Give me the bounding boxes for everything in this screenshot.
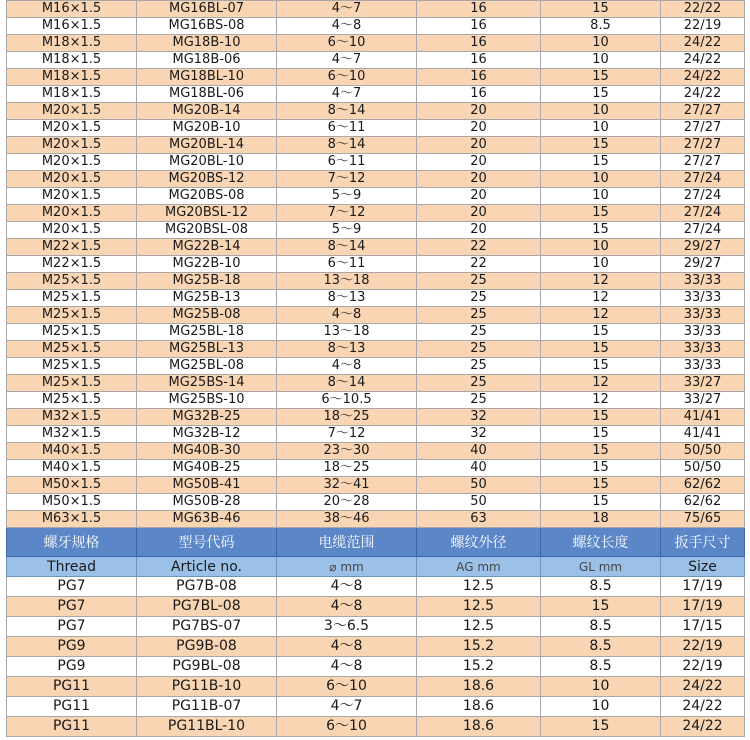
thread-length-cell: 15 — [541, 597, 661, 617]
table-row — [7, 324, 745, 341]
wrench-size-cell: 62/62 — [661, 477, 745, 494]
cable-range-cell: 38～46 — [277, 511, 417, 528]
cable-range-cell: 4～7 — [277, 1, 417, 18]
table-row — [7, 137, 745, 154]
wrench-size-cell: 24/22 — [661, 35, 745, 52]
cable-range-cell: 4～7 — [277, 86, 417, 103]
article-cell: MG25BL-08 — [137, 358, 277, 375]
thread-length-cell: 15 — [541, 409, 661, 426]
wrench-size-cell: 50/50 — [661, 443, 745, 460]
cable-range-cell: 4～7 — [277, 52, 417, 69]
thread-cell: M20×1.5 — [7, 154, 137, 171]
table-row — [7, 171, 745, 188]
cable-range-cell: 18～25 — [277, 460, 417, 477]
thread-length-cell: 15 — [541, 443, 661, 460]
thread-diameter-cell: 20 — [417, 154, 541, 171]
wrench-size-cell: 22/19 — [661, 18, 745, 35]
article-cell: PG11BL-10 — [137, 717, 277, 737]
cable-range-cell: 4～8 — [277, 637, 417, 657]
cable-range-cell: 6～10.5 — [277, 392, 417, 409]
pg-section-header — [7, 528, 745, 577]
thread-diameter-cell: 18.6 — [417, 677, 541, 697]
article-cell: MG20BL-14 — [137, 137, 277, 154]
cable-range-cell: 13～18 — [277, 324, 417, 341]
thread-diameter-cell: 16 — [417, 69, 541, 86]
thread-cell: M20×1.5 — [7, 205, 137, 222]
cable-range-cell: 13～18 — [277, 273, 417, 290]
header-thread-diameter-en: AG mm — [417, 557, 541, 577]
table-row — [7, 477, 745, 494]
thread-cell: M50×1.5 — [7, 477, 137, 494]
article-cell: MG25BL-18 — [137, 324, 277, 341]
thread-diameter-cell: 16 — [417, 52, 541, 69]
article-cell: MG18BL-10 — [137, 69, 277, 86]
thread-length-cell: 12 — [541, 307, 661, 324]
article-cell: PG9B-08 — [137, 637, 277, 657]
header-thread-en: Thread — [7, 557, 137, 577]
article-cell: MG25B-08 — [137, 307, 277, 324]
thread-length-cell: 10 — [541, 256, 661, 273]
table-row — [7, 577, 745, 597]
wrench-size-cell: 24/22 — [661, 86, 745, 103]
thread-diameter-cell: 20 — [417, 103, 541, 120]
header-thread-diameter-cn: 螺纹外径 — [417, 528, 541, 557]
cable-range-cell: 8～14 — [277, 239, 417, 256]
thread-length-cell: 10 — [541, 103, 661, 120]
thread-diameter-cell: 25 — [417, 324, 541, 341]
thread-length-cell: 12 — [541, 392, 661, 409]
header-wrench-size-en: Size — [661, 557, 745, 577]
thread-length-cell: 12 — [541, 273, 661, 290]
thread-length-cell: 15 — [541, 69, 661, 86]
wrench-size-cell: 17/19 — [661, 577, 745, 597]
thread-length-cell: 15 — [541, 205, 661, 222]
cable-range-cell: 18～25 — [277, 409, 417, 426]
article-cell: PG7B-08 — [137, 577, 277, 597]
thread-cell: M18×1.5 — [7, 69, 137, 86]
table-row — [7, 677, 745, 697]
cable-range-cell: 6～11 — [277, 154, 417, 171]
cable-range-cell: 8～14 — [277, 137, 417, 154]
wrench-size-cell: 50/50 — [661, 460, 745, 477]
thread-cell: PG7 — [7, 617, 137, 637]
article-cell: PG9BL-08 — [137, 657, 277, 677]
thread-cell: PG9 — [7, 637, 137, 657]
table-row — [7, 697, 745, 717]
cable-range-cell: 5～9 — [277, 222, 417, 239]
wrench-size-cell: 29/27 — [661, 239, 745, 256]
table-row — [7, 341, 745, 358]
thread-diameter-cell: 22 — [417, 256, 541, 273]
thread-length-cell: 8.5 — [541, 637, 661, 657]
thread-length-cell: 8.5 — [541, 617, 661, 637]
table-row — [7, 307, 745, 324]
thread-cell: M25×1.5 — [7, 392, 137, 409]
thread-cell: PG7 — [7, 577, 137, 597]
table-row — [7, 375, 745, 392]
cable-range-cell: 32～41 — [277, 477, 417, 494]
article-cell: MG20B-10 — [137, 120, 277, 137]
cable-range-cell: 20～28 — [277, 494, 417, 511]
thread-diameter-cell: 25 — [417, 375, 541, 392]
wrench-size-cell: 27/27 — [661, 120, 745, 137]
thread-diameter-cell: 25 — [417, 358, 541, 375]
thread-cell: M22×1.5 — [7, 239, 137, 256]
wrench-size-cell: 24/22 — [661, 717, 745, 737]
cable-range-cell: 4～8 — [277, 577, 417, 597]
thread-diameter-cell: 16 — [417, 86, 541, 103]
thread-cell: M18×1.5 — [7, 52, 137, 69]
thread-cell: M20×1.5 — [7, 188, 137, 205]
cable-gland-spec-table — [6, 0, 745, 737]
header-cable-range-en: ⌀ mm — [277, 557, 417, 577]
pg-thread-rows — [7, 577, 745, 737]
wrench-size-cell: 22/19 — [661, 637, 745, 657]
article-cell: MG40B-30 — [137, 443, 277, 460]
thread-diameter-cell: 32 — [417, 426, 541, 443]
wrench-size-cell: 22/19 — [661, 657, 745, 677]
wrench-size-cell: 27/24 — [661, 188, 745, 205]
article-cell: MG18BL-06 — [137, 86, 277, 103]
thread-cell: M22×1.5 — [7, 256, 137, 273]
thread-diameter-cell: 16 — [417, 1, 541, 18]
thread-cell: M40×1.5 — [7, 443, 137, 460]
thread-cell: M20×1.5 — [7, 120, 137, 137]
article-cell: MG50B-41 — [137, 477, 277, 494]
thread-cell: M25×1.5 — [7, 341, 137, 358]
cable-range-cell: 7～12 — [277, 171, 417, 188]
thread-length-cell: 10 — [541, 677, 661, 697]
article-cell: MG50B-28 — [137, 494, 277, 511]
table-row — [7, 597, 745, 617]
thread-diameter-cell: 22 — [417, 239, 541, 256]
thread-length-cell: 10 — [541, 188, 661, 205]
thread-length-cell: 18 — [541, 511, 661, 528]
cable-range-cell: 6～10 — [277, 677, 417, 697]
thread-diameter-cell: 18.6 — [417, 717, 541, 737]
table-row — [7, 120, 745, 137]
thread-length-cell: 15 — [541, 1, 661, 18]
table-row — [7, 617, 745, 637]
thread-length-cell: 12 — [541, 375, 661, 392]
table-row — [7, 657, 745, 677]
thread-length-cell: 10 — [541, 239, 661, 256]
thread-cell: M32×1.5 — [7, 409, 137, 426]
wrench-size-cell: 27/24 — [661, 205, 745, 222]
cable-range-cell: 3～6.5 — [277, 617, 417, 637]
table-row — [7, 511, 745, 528]
cable-range-cell: 8～14 — [277, 375, 417, 392]
wrench-size-cell: 27/24 — [661, 222, 745, 239]
article-cell: MG22B-14 — [137, 239, 277, 256]
thread-diameter-cell: 50 — [417, 477, 541, 494]
thread-diameter-cell: 18.6 — [417, 697, 541, 717]
thread-diameter-cell: 20 — [417, 205, 541, 222]
thread-cell: PG9 — [7, 657, 137, 677]
thread-length-cell: 15 — [541, 426, 661, 443]
article-cell: MG25BS-14 — [137, 375, 277, 392]
table-row — [7, 443, 745, 460]
thread-diameter-cell: 63 — [417, 511, 541, 528]
wrench-size-cell: 33/33 — [661, 307, 745, 324]
thread-length-cell: 10 — [541, 120, 661, 137]
wrench-size-cell: 27/24 — [661, 171, 745, 188]
thread-cell: M18×1.5 — [7, 35, 137, 52]
thread-diameter-cell: 50 — [417, 494, 541, 511]
article-cell: MG20B-14 — [137, 103, 277, 120]
header-row-chinese — [7, 528, 745, 557]
cable-range-cell: 7～12 — [277, 426, 417, 443]
article-cell: MG20BSL-08 — [137, 222, 277, 239]
thread-length-cell: 8.5 — [541, 18, 661, 35]
cable-range-cell: 8～13 — [277, 290, 417, 307]
article-cell: MG20BS-08 — [137, 188, 277, 205]
thread-cell: M20×1.5 — [7, 171, 137, 188]
thread-length-cell: 15 — [541, 494, 661, 511]
table-row — [7, 409, 745, 426]
header-article-en: Article no. — [137, 557, 277, 577]
thread-diameter-cell: 12.5 — [417, 597, 541, 617]
thread-length-cell: 10 — [541, 35, 661, 52]
thread-diameter-cell: 40 — [417, 460, 541, 477]
thread-length-cell: 8.5 — [541, 657, 661, 677]
cable-range-cell: 4～8 — [277, 18, 417, 35]
article-cell: PG11B-10 — [137, 677, 277, 697]
table-row — [7, 358, 745, 375]
thread-cell: M25×1.5 — [7, 324, 137, 341]
thread-length-cell: 15 — [541, 341, 661, 358]
thread-length-cell: 15 — [541, 460, 661, 477]
table-row — [7, 273, 745, 290]
thread-length-cell: 15 — [541, 154, 661, 171]
thread-diameter-cell: 40 — [417, 443, 541, 460]
article-cell: MG18B-06 — [137, 52, 277, 69]
table-row — [7, 392, 745, 409]
thread-cell: M32×1.5 — [7, 426, 137, 443]
thread-cell: M25×1.5 — [7, 375, 137, 392]
wrench-size-cell: 29/27 — [661, 256, 745, 273]
article-cell: MG20BSL-12 — [137, 205, 277, 222]
cable-range-cell: 4～8 — [277, 358, 417, 375]
header-thread-length-cn: 螺纹长度 — [541, 528, 661, 557]
article-cell: MG25B-18 — [137, 273, 277, 290]
thread-cell: M20×1.5 — [7, 103, 137, 120]
table-row — [7, 239, 745, 256]
wrench-size-cell: 17/19 — [661, 597, 745, 617]
thread-cell: M25×1.5 — [7, 273, 137, 290]
article-cell: MG16BL-07 — [137, 1, 277, 18]
cable-range-cell: 6～10 — [277, 717, 417, 737]
thread-cell: M18×1.5 — [7, 86, 137, 103]
cable-range-cell: 6～10 — [277, 69, 417, 86]
header-row-english — [7, 557, 745, 577]
thread-diameter-cell: 20 — [417, 188, 541, 205]
thread-length-cell: 15 — [541, 222, 661, 239]
thread-diameter-cell: 20 — [417, 171, 541, 188]
wrench-size-cell: 41/41 — [661, 426, 745, 443]
cable-range-cell: 7～12 — [277, 205, 417, 222]
wrench-size-cell: 24/22 — [661, 69, 745, 86]
wrench-size-cell: 33/27 — [661, 375, 745, 392]
cable-range-cell: 4～8 — [277, 597, 417, 617]
thread-cell: M25×1.5 — [7, 290, 137, 307]
thread-cell: M25×1.5 — [7, 307, 137, 324]
cable-range-cell: 6～11 — [277, 256, 417, 273]
header-wrench-size-cn: 扳手尺寸 — [661, 528, 745, 557]
wrench-size-cell: 24/22 — [661, 677, 745, 697]
thread-diameter-cell: 25 — [417, 273, 541, 290]
table-row — [7, 86, 745, 103]
thread-diameter-cell: 12.5 — [417, 617, 541, 637]
table-row — [7, 18, 745, 35]
article-cell: MG25B-13 — [137, 290, 277, 307]
article-cell: MG22B-10 — [137, 256, 277, 273]
thread-cell: PG11 — [7, 717, 137, 737]
thread-diameter-cell: 25 — [417, 341, 541, 358]
wrench-size-cell: 33/33 — [661, 324, 745, 341]
article-cell: MG63B-46 — [137, 511, 277, 528]
wrench-size-cell: 27/27 — [661, 103, 745, 120]
header-article-cn: 型号代码 — [137, 528, 277, 557]
thread-diameter-cell: 16 — [417, 35, 541, 52]
cable-range-cell: 23～30 — [277, 443, 417, 460]
cable-range-cell: 5～9 — [277, 188, 417, 205]
thread-diameter-cell: 20 — [417, 137, 541, 154]
wrench-size-cell: 33/33 — [661, 290, 745, 307]
header-thread-length-en: GL mm — [541, 557, 661, 577]
table-row — [7, 460, 745, 477]
thread-cell: M16×1.5 — [7, 1, 137, 18]
cable-range-cell: 4～7 — [277, 697, 417, 717]
wrench-size-cell: 75/65 — [661, 511, 745, 528]
wrench-size-cell: 17/15 — [661, 617, 745, 637]
cable-range-cell: 4～8 — [277, 307, 417, 324]
wrench-size-cell: 22/22 — [661, 1, 745, 18]
cable-range-cell: 6～11 — [277, 120, 417, 137]
article-cell: MG40B-25 — [137, 460, 277, 477]
wrench-size-cell: 27/27 — [661, 154, 745, 171]
thread-diameter-cell: 15.2 — [417, 637, 541, 657]
thread-diameter-cell: 16 — [417, 18, 541, 35]
thread-length-cell: 12 — [541, 290, 661, 307]
table-row — [7, 154, 745, 171]
wrench-size-cell: 24/22 — [661, 697, 745, 717]
article-cell: MG16BS-08 — [137, 18, 277, 35]
thread-diameter-cell: 32 — [417, 409, 541, 426]
thread-diameter-cell: 20 — [417, 222, 541, 239]
table-row — [7, 52, 745, 69]
table-row — [7, 205, 745, 222]
wrench-size-cell: 41/41 — [661, 409, 745, 426]
thread-length-cell: 15 — [541, 717, 661, 737]
thread-cell: PG11 — [7, 677, 137, 697]
thread-cell: M50×1.5 — [7, 494, 137, 511]
table-row — [7, 256, 745, 273]
table-row — [7, 69, 745, 86]
table-row — [7, 35, 745, 52]
wrench-size-cell: 33/33 — [661, 273, 745, 290]
wrench-size-cell: 27/27 — [661, 137, 745, 154]
thread-length-cell: 10 — [541, 52, 661, 69]
table-row — [7, 222, 745, 239]
thread-diameter-cell: 20 — [417, 120, 541, 137]
table-row — [7, 290, 745, 307]
table-row — [7, 494, 745, 511]
article-cell: MG18B-10 — [137, 35, 277, 52]
cable-range-cell: 8～13 — [277, 341, 417, 358]
article-cell: PG11B-07 — [137, 697, 277, 717]
spec-sheet — [6, 0, 744, 737]
article-cell: PG7BS-07 — [137, 617, 277, 637]
thread-diameter-cell: 12.5 — [417, 577, 541, 597]
cable-range-cell: 4～8 — [277, 657, 417, 677]
thread-cell: M20×1.5 — [7, 137, 137, 154]
thread-length-cell: 8.5 — [541, 577, 661, 597]
thread-cell: M40×1.5 — [7, 460, 137, 477]
article-cell: MG25BL-13 — [137, 341, 277, 358]
article-cell: MG20BL-10 — [137, 154, 277, 171]
table-row — [7, 637, 745, 657]
thread-diameter-cell: 25 — [417, 290, 541, 307]
thread-cell: M63×1.5 — [7, 511, 137, 528]
wrench-size-cell: 33/33 — [661, 358, 745, 375]
cable-range-cell: 8～14 — [277, 103, 417, 120]
thread-length-cell: 15 — [541, 324, 661, 341]
thread-length-cell: 10 — [541, 697, 661, 717]
table-row — [7, 103, 745, 120]
article-cell: MG32B-12 — [137, 426, 277, 443]
article-cell: MG32B-25 — [137, 409, 277, 426]
thread-diameter-cell: 25 — [417, 307, 541, 324]
wrench-size-cell: 33/27 — [661, 392, 745, 409]
table-row — [7, 188, 745, 205]
header-cable-range-cn: 电缆范围 — [277, 528, 417, 557]
wrench-size-cell: 62/62 — [661, 494, 745, 511]
wrench-size-cell: 33/33 — [661, 341, 745, 358]
thread-diameter-cell: 25 — [417, 392, 541, 409]
thread-cell: M16×1.5 — [7, 18, 137, 35]
article-cell: PG7BL-08 — [137, 597, 277, 617]
thread-length-cell: 15 — [541, 358, 661, 375]
thread-diameter-cell: 15.2 — [417, 657, 541, 677]
thread-length-cell: 15 — [541, 86, 661, 103]
table-row — [7, 1, 745, 18]
thread-length-cell: 15 — [541, 137, 661, 154]
thread-length-cell: 15 — [541, 477, 661, 494]
article-cell: MG25BS-10 — [137, 392, 277, 409]
article-cell: MG20BS-12 — [137, 171, 277, 188]
header-thread-cn: 螺牙规格 — [7, 528, 137, 557]
table-row — [7, 717, 745, 737]
thread-length-cell: 10 — [541, 171, 661, 188]
wrench-size-cell: 24/22 — [661, 52, 745, 69]
thread-cell: M25×1.5 — [7, 358, 137, 375]
cable-range-cell: 6～10 — [277, 35, 417, 52]
table-row — [7, 426, 745, 443]
thread-cell: PG11 — [7, 697, 137, 717]
metric-thread-rows — [7, 1, 745, 528]
thread-cell: M20×1.5 — [7, 222, 137, 239]
thread-cell: PG7 — [7, 597, 137, 617]
